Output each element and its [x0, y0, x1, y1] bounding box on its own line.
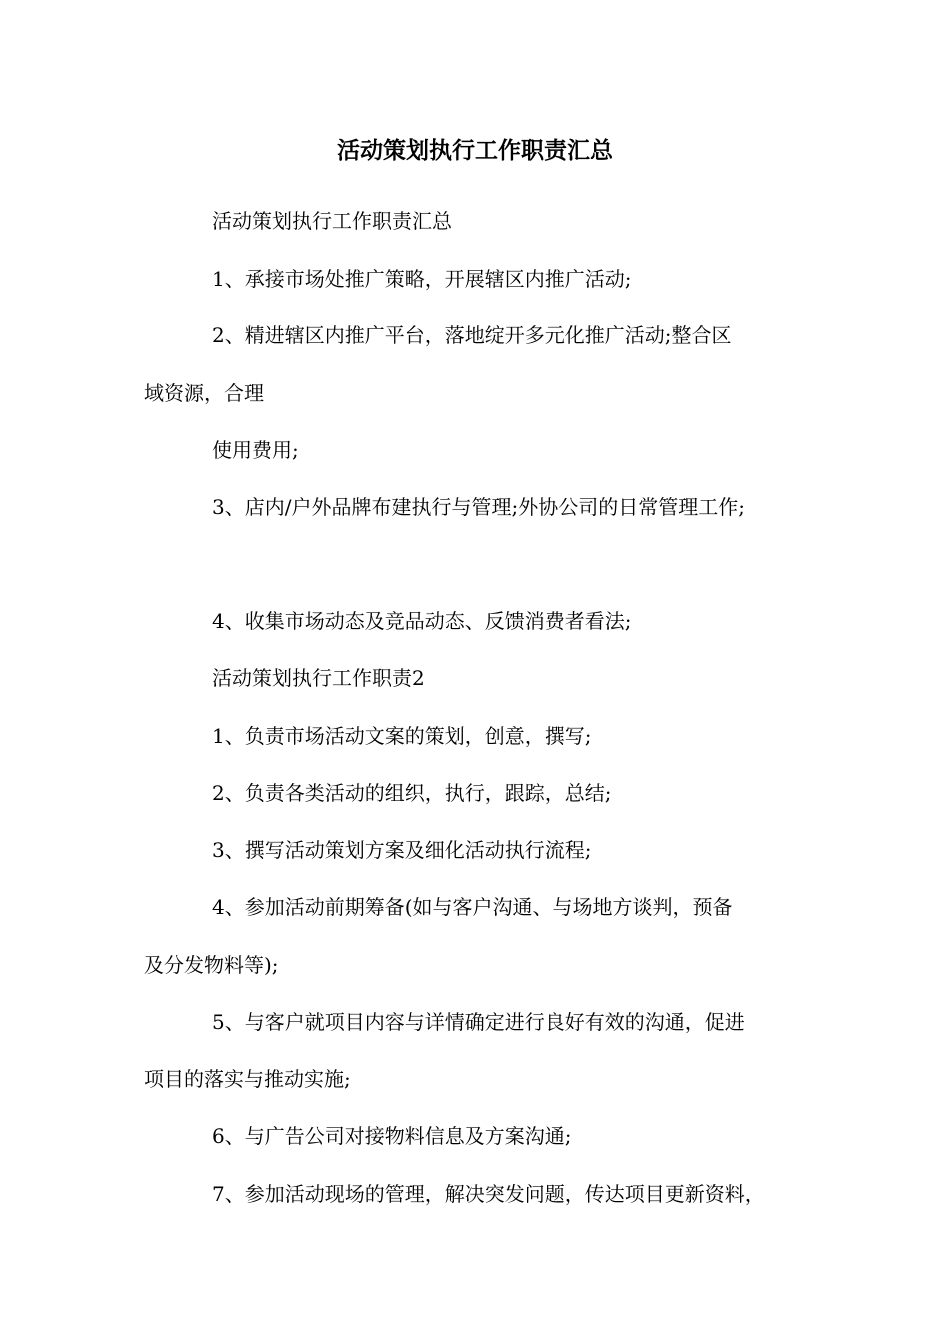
paragraph-line: 域资源，合理	[144, 381, 264, 405]
document-title: 活动策划执行工作职责汇总	[337, 137, 613, 164]
paragraph-line: 3、撰写活动策划方案及细化活动执行流程;	[212, 838, 592, 862]
paragraph-line: 1、承接市场处推广策略，开展辖区内推广活动;	[212, 267, 632, 291]
paragraph-line: 2、负责各类活动的组织，执行，跟踪，总结;	[212, 781, 612, 805]
paragraph-line: 及分发物料等);	[144, 953, 279, 977]
paragraph-line: 7、参加活动现场的管理，解决突发问题，传达项目更新资料，	[212, 1182, 765, 1206]
paragraph-line: 1、负责市场活动文案的策划，创意，撰写;	[212, 724, 592, 748]
paragraph-heading: 活动策划执行工作职责汇总	[212, 209, 452, 233]
paragraph-line: 6、与广告公司对接物料信息及方案沟通;	[212, 1124, 572, 1148]
paragraph-line: 2、精进辖区内推广平台，落地绽开多元化推广活动;整合区	[212, 323, 732, 347]
paragraph-heading: 活动策划执行工作职责2	[212, 666, 425, 690]
paragraph-line: 3、店内/户外品牌布建执行与管理;外协公司的日常管理工作;	[212, 495, 745, 519]
paragraph-line: 5、与客户就项目内容与详情确定进行良好有效的沟通，促进	[212, 1010, 745, 1034]
paragraph-line: 4、收集市场动态及竞品动态、反馈消费者看法;	[212, 609, 632, 633]
paragraph-line: 使用费用;	[212, 438, 299, 462]
paragraph-line: 项目的落实与推动实施;	[144, 1067, 351, 1091]
paragraph-line: 4、参加活动前期筹备(如与客户沟通、与场地方谈判，预备	[212, 895, 733, 919]
